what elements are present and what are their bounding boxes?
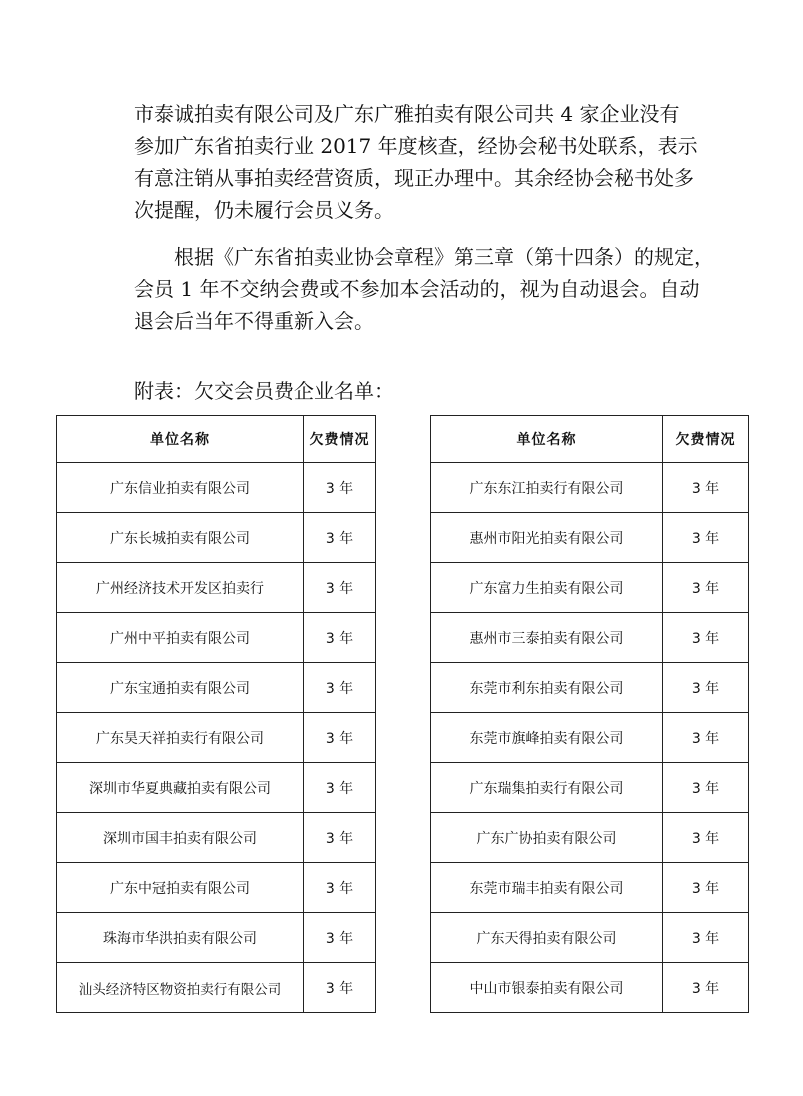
header-arrears-status: 欠费情况: [304, 416, 376, 463]
table-row: [57, 763, 376, 813]
table-header-row: [431, 416, 749, 463]
table-row: [57, 663, 376, 713]
paragraph-line: 市泰诚拍卖有限公司及广东广雅拍卖有限公司共 4 家企业没有: [134, 102, 680, 126]
arrears-cell: 3 年: [663, 763, 749, 813]
arrears-cell: 3 年: [663, 613, 749, 663]
table-row: [431, 613, 749, 663]
company-name-cell: 东莞市利东拍卖有限公司: [431, 663, 663, 713]
table-row: [57, 713, 376, 763]
arrears-cell: 3 年: [304, 613, 376, 663]
table-row: [57, 913, 376, 963]
table-header-row: [57, 416, 376, 463]
company-name-cell: 深圳市华夏典藏拍卖有限公司: [57, 763, 304, 813]
arrears-cell: 3 年: [663, 663, 749, 713]
company-name-cell: 珠海市华洪拍卖有限公司: [57, 913, 304, 963]
company-name-cell: 东莞市旗峰拍卖有限公司: [431, 713, 663, 763]
arrears-cell: 3 年: [304, 763, 376, 813]
arrears-cell: 3 年: [663, 863, 749, 913]
table-row: [431, 813, 749, 863]
paragraph-unregistered-members: [134, 98, 714, 226]
arrears-cell: 3 年: [304, 913, 376, 963]
company-name-cell: 广东信业拍卖有限公司: [57, 463, 304, 513]
arrears-cell: 3 年: [663, 513, 749, 563]
table-row: [57, 463, 376, 513]
header-arrears-status: 欠费情况: [663, 416, 749, 463]
paragraph-line: 退会后当年不得重新入会。: [134, 309, 374, 333]
arrears-table-left: [56, 415, 376, 1013]
table-row: [57, 813, 376, 863]
header-company-name: 单位名称: [57, 416, 304, 463]
arrears-cell: 3 年: [663, 813, 749, 863]
table-row: [431, 963, 749, 1013]
table-row: [431, 513, 749, 563]
company-name-cell: 广东昊天祥拍卖行有限公司: [57, 713, 304, 763]
company-name-cell: 广东中冠拍卖有限公司: [57, 863, 304, 913]
paragraph-line: 有意注销从事拍卖经营资质，现正办理中。其余经协会秘书处多: [134, 166, 694, 190]
arrears-cell: 3 年: [304, 863, 376, 913]
header-company-name: 单位名称: [431, 416, 663, 463]
company-name-cell: 广东广协拍卖有限公司: [431, 813, 663, 863]
table-row: [57, 513, 376, 563]
arrears-table-right: [430, 415, 749, 1013]
company-name-cell: 广东富力生拍卖有限公司: [431, 563, 663, 613]
arrears-cell: 3 年: [304, 513, 376, 563]
table-row: [57, 613, 376, 663]
company-name-cell: 惠州市阳光拍卖有限公司: [431, 513, 663, 563]
arrears-cell: 3 年: [663, 913, 749, 963]
table-row: [431, 713, 749, 763]
company-name-cell: 广东天得拍卖有限公司: [431, 913, 663, 963]
table-row: [57, 963, 376, 1013]
company-name-cell: 广东宝通拍卖有限公司: [57, 663, 304, 713]
company-name-cell: 广东瑞集拍卖行有限公司: [431, 763, 663, 813]
paragraph-line: 参加广东省拍卖行业 2017 年度核查，经协会秘书处联系，表示: [134, 134, 698, 158]
arrears-cell: 3 年: [663, 463, 749, 513]
table-row: [431, 663, 749, 713]
arrears-cell: 3 年: [304, 563, 376, 613]
company-name-cell: 广东长城拍卖有限公司: [57, 513, 304, 563]
appendix-title: 附表：欠交会员费企业名单：: [134, 379, 394, 403]
company-name-cell: 广州中平拍卖有限公司: [57, 613, 304, 663]
paragraph-line: 会员 1 年不交纳会费或不参加本会活动的，视为自动退会。自动: [134, 277, 700, 301]
company-name-cell: 汕头经济特区物资拍卖行有限公司: [57, 963, 304, 1013]
company-name-cell: 中山市银泰拍卖有限公司: [431, 963, 663, 1013]
table-row: [57, 863, 376, 913]
arrears-cell: 3 年: [663, 713, 749, 763]
company-name-cell: 深圳市国丰拍卖有限公司: [57, 813, 304, 863]
arrears-cell: 3 年: [663, 963, 749, 1013]
company-name-cell: 惠州市三泰拍卖有限公司: [431, 613, 663, 663]
arrears-cell: 3 年: [304, 963, 376, 1013]
arrears-cell: 3 年: [663, 563, 749, 613]
table-row: [431, 863, 749, 913]
paragraph-line: 根据《广东省拍卖业协会章程》第三章（第十四条）的规定，: [174, 245, 714, 269]
table-row: [431, 463, 749, 513]
arrears-cell: 3 年: [304, 713, 376, 763]
company-name-cell: 东莞市瑞丰拍卖有限公司: [431, 863, 663, 913]
table-row: [431, 763, 749, 813]
paragraph-line: 次提醒，仍未履行会员义务。: [134, 198, 394, 222]
arrears-cell: 3 年: [304, 463, 376, 513]
arrears-cell: 3 年: [304, 663, 376, 713]
arrears-cell: 3 年: [304, 813, 376, 863]
table-row: [431, 563, 749, 613]
table-row: [431, 913, 749, 963]
paragraph-charter-rule: [134, 241, 714, 337]
company-name-cell: 广东东江拍卖行有限公司: [431, 463, 663, 513]
company-name-cell: 广州经济技术开发区拍卖行: [57, 563, 304, 613]
table-row: [57, 563, 376, 613]
